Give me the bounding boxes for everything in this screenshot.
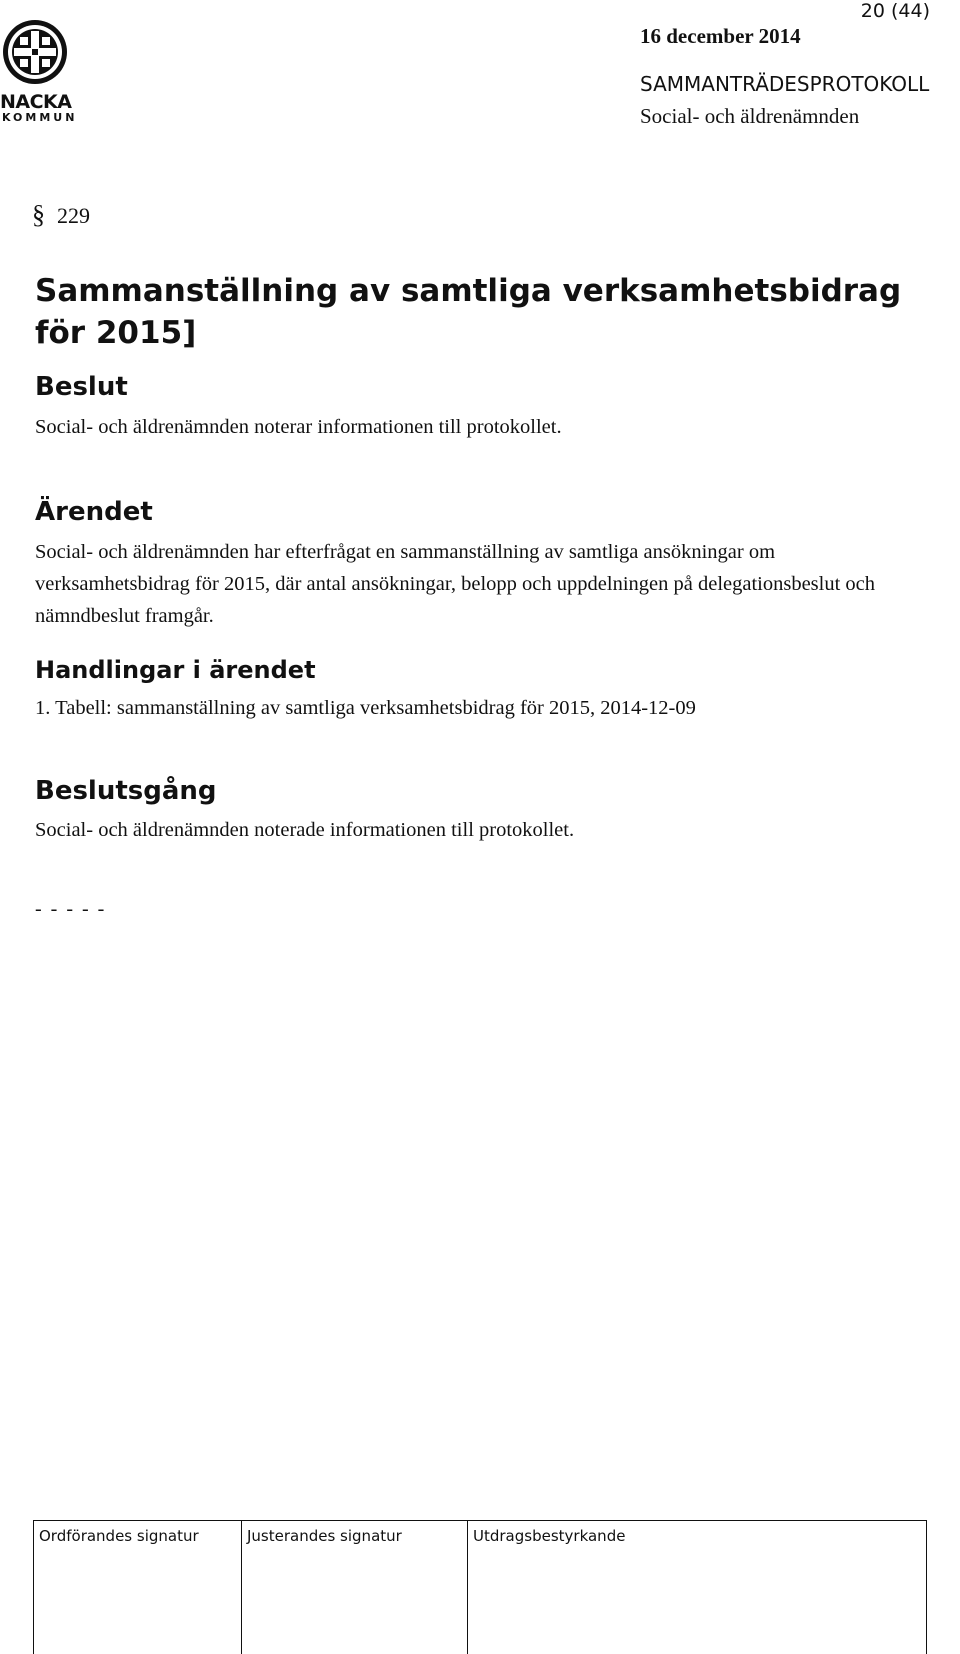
document-title: Sammanställning av samtliga verksamhetsbidrag för 2015]: [35, 273, 902, 351]
matter-heading: Ärendet: [35, 497, 153, 527]
document-type: SAMMANTRÄDESPROTOKOLL: [640, 72, 930, 96]
procedure-heading: Beslutsgång: [35, 776, 217, 806]
committee-name: Social- och äldrenämnden: [640, 104, 860, 128]
signature-cell-chair[interactable]: [33, 1521, 242, 1654]
page-number: 20 (44): [860, 0, 930, 22]
section-number: [32, 200, 90, 230]
signature-label-adjuster: Justerandes signatur: [247, 1527, 402, 1545]
signature-label-chair: Ordförandes signatur: [39, 1527, 199, 1545]
nacka-coat-of-arms-icon: [0, 18, 80, 88]
documents-heading: Handlingar i ärendet: [35, 656, 316, 684]
logo-name: NACKA: [0, 91, 72, 113]
procedure-text: Social- och äldrenämnden noterade informationen till protokollet.: [35, 819, 575, 841]
section-number-value: 229: [57, 203, 90, 228]
meeting-date: 16 december 2014: [640, 24, 801, 48]
signature-table: [33, 1520, 927, 1654]
matter-text: Social- och äldrenämnden har efterfrågat en sammanställning av samtliga ansökningar om verksamhetsbidrag för 2015, där antal ansökningar, belopp och uppdelningen på delegationsbeslut och nämndbeslut framgår.: [35, 541, 876, 627]
decision-text: Social- och äldrenämnden noterar informationen till protokollet.: [35, 416, 562, 438]
nacka-kommun-logo: [0, 18, 80, 128]
signature-cell-extract[interactable]: [467, 1521, 927, 1654]
paragraph-symbol: §: [32, 200, 45, 229]
signature-label-extract: Utdragsbestyrkande: [473, 1527, 626, 1545]
section-separator: - - - - -: [35, 898, 107, 920]
signature-cell-adjuster[interactable]: [241, 1521, 468, 1654]
logo-sub: KOMMUN: [2, 111, 78, 124]
decision-heading: Beslut: [35, 372, 128, 402]
documents-list-item: 1. Tabell: sammanställning av samtliga verksamhetsbidrag för 2015, 2014-12-09: [35, 697, 696, 719]
